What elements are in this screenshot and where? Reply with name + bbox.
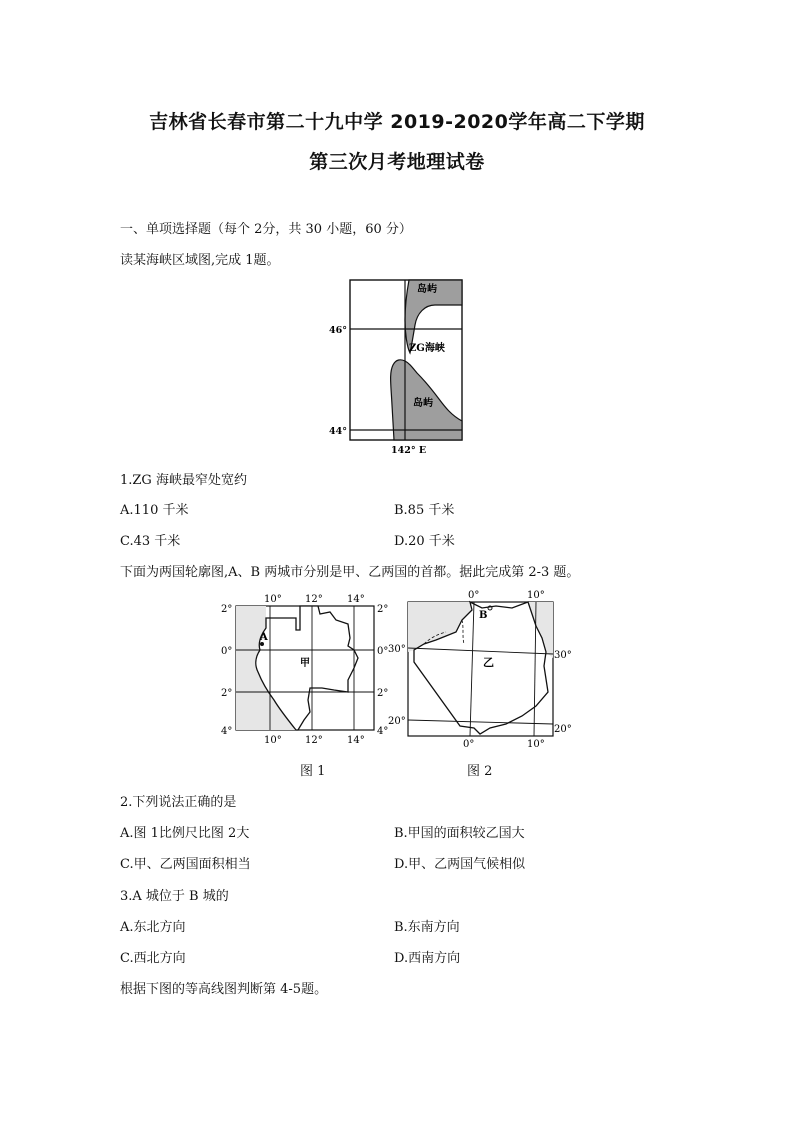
fig2-left-30: 30° [388,644,406,655]
country-jia-label: 甲 [300,658,310,669]
city-b-label: B [479,610,488,621]
fig2-top-10: 10° [527,590,545,601]
fig1-top-10: 10° [264,594,282,605]
q3-option-a: A.东北方向 [120,920,186,935]
lat-46-label: 46° [329,325,347,336]
q1-option-c: C.43 千米 [120,534,181,549]
figure-2-country-outline [386,588,578,748]
fig1-bot-10: 10° [264,735,282,746]
intro-questions-4-5: 根据下图的等高线图判断第 4-5题。 [120,982,328,997]
fig1-bot-14: 14° [347,735,365,746]
q2-stem: 2.下列说法正确的是 [120,795,237,810]
figure-1-country-outline [218,588,394,748]
q2-option-a: A.图 1比例尺比图 2大 [120,826,250,841]
exam-title-line2: 第三次月考地理试卷 [309,151,485,173]
fig1-right-2n: 2° [377,604,389,615]
lat-44-label: 44° [329,426,347,437]
city-a-label: A [260,632,268,643]
fig1-left-0: 0° [221,646,233,657]
fig2-bot-0: 0° [463,739,475,748]
q3-option-b: B.东南方向 [394,920,460,935]
fig2-right-20: 20° [554,724,572,735]
exam-title-line1: 吉林省长春市第二十九中学 2019-2020学年高二下学期 [149,111,645,133]
fig2-top-0: 0° [468,590,480,601]
q2-option-d: D.甲、乙两国气候相似 [394,857,526,872]
q1-option-b: B.85 千米 [394,503,455,518]
label-bottom-island: 岛屿 [413,398,433,409]
q3-stem: 3.A 城位于 B 城的 [120,889,229,904]
fig1-right-2s: 2° [377,688,389,699]
section-header: 一、单项选择题（每个 2分，共 30 小题，60 分） [120,222,412,237]
fig2-bot-10: 10° [527,739,545,748]
q3-option-d: D.西南方向 [394,951,461,966]
country-yi-label: 乙 [483,656,494,669]
fig1-right-4: 4° [377,726,389,737]
q2-option-c: C.甲、乙两国面积相当 [120,857,251,872]
fig1-top-14: 14° [347,594,365,605]
label-top-island: 岛屿 [417,284,437,295]
fig1-top-12: 12° [305,594,323,605]
fig1-right-0: 0° [377,646,389,657]
fig2-left-20: 20° [388,716,406,727]
label-strait: ZG海峡 [409,343,445,354]
q1-option-d: D.20 千米 [394,534,455,549]
figure-2-caption: 图 2 [467,764,493,779]
lon-142-label: 142° E [391,445,427,456]
strait-map [325,275,470,460]
q1-option-a: A.110 千米 [120,503,189,518]
intro-questions-2-3: 下面为两国轮廓图,A、B 两城市分别是甲、乙两国的首都。据此完成第 2-3 题。 [120,565,580,580]
fig1-left-4: 4° [221,726,233,737]
figure-1-caption: 图 1 [300,764,326,779]
q2-option-b: B.甲国的面积较乙国大 [394,826,525,841]
q3-option-c: C.西北方向 [120,951,186,966]
q1-stem: 1.ZG 海峡最窄处宽约 [120,473,247,488]
fig1-left-2s: 2° [221,688,233,699]
intro-question-1: 读某海峡区域图,完成 1题。 [120,253,280,268]
fig1-left-2n: 2° [221,604,233,615]
fig1-bot-12: 12° [305,735,323,746]
fig2-right-30: 30° [554,650,572,661]
